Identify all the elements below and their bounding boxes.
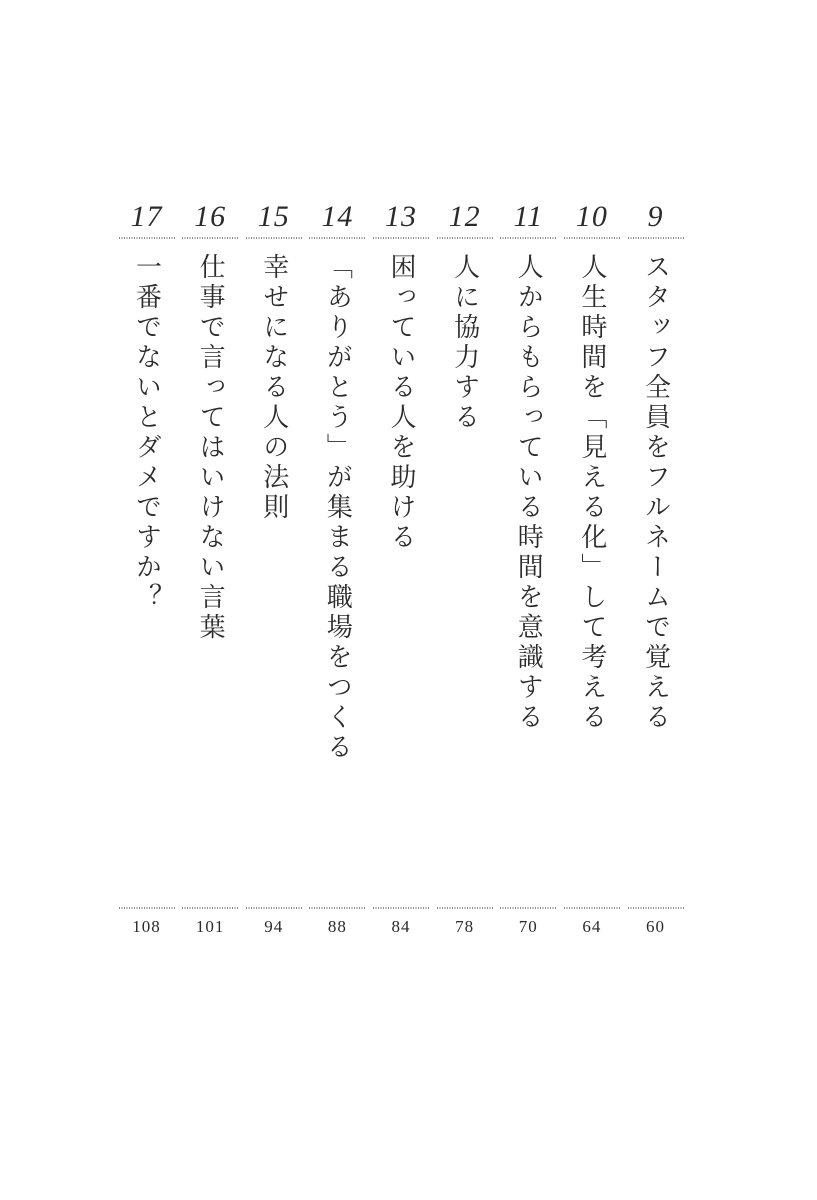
dotted-rule-top (309, 237, 365, 239)
dotted-rule-top (437, 237, 493, 239)
page-number: 64 (582, 917, 602, 936)
chapter-title: 人に協力する (450, 253, 480, 433)
dotted-rule-top (246, 237, 302, 239)
page-number: 60 (646, 917, 665, 936)
page-number: 78 (455, 917, 475, 936)
dotted-rule-top (628, 237, 684, 239)
dotted-rule-top (119, 237, 175, 239)
chapter-number: 15 (257, 200, 290, 233)
chapter-title: 「ありがとう」が集まる職場をつくる (323, 253, 353, 763)
chapter-number: 17 (130, 200, 163, 233)
dotted-rule-top (373, 237, 429, 239)
dotted-rule-top (564, 237, 620, 239)
toc-entry (306, 190, 369, 945)
chapter-number: 16 (194, 200, 227, 233)
toc-entry (115, 190, 178, 945)
toc-entry (242, 190, 305, 945)
toc-entry (370, 190, 433, 945)
chapter-number: 12 (448, 200, 481, 233)
page-number: 88 (327, 917, 347, 936)
chapter-number: 14 (321, 200, 354, 233)
toc-columns (115, 190, 687, 945)
dotted-rule-top (182, 237, 238, 239)
chapter-number: 10 (575, 200, 608, 233)
toc-entry (497, 190, 560, 945)
chapter-title: 困っている人を助ける (387, 253, 416, 553)
dotted-rule-top (500, 237, 556, 239)
toc-entry (179, 190, 242, 945)
chapter-number: 13 (385, 200, 417, 233)
page-number: 108 (132, 917, 161, 936)
page-number: 94 (264, 917, 284, 936)
chapter-title: スタッフ全員をフルネームで覚える (641, 253, 671, 733)
chapter-number: 9 (647, 200, 664, 233)
chapter-title: 人生時間を「見える化」して考える (577, 253, 607, 733)
page-number: 70 (518, 917, 538, 936)
page-number: 84 (391, 917, 411, 936)
chapter-title: 一番でないとダメですか？ (132, 253, 162, 613)
chapter-number: 11 (513, 200, 544, 233)
chapter-title: 人からもらっている時間を意識する (514, 253, 544, 733)
toc-entry (560, 190, 623, 945)
chapter-title: 仕事で言ってはいけない言葉 (196, 253, 226, 643)
page-number: 101 (195, 917, 225, 936)
toc-entry (433, 190, 496, 945)
toc-entry (624, 190, 687, 945)
chapter-title: 幸せになる人の法則 (259, 253, 289, 523)
